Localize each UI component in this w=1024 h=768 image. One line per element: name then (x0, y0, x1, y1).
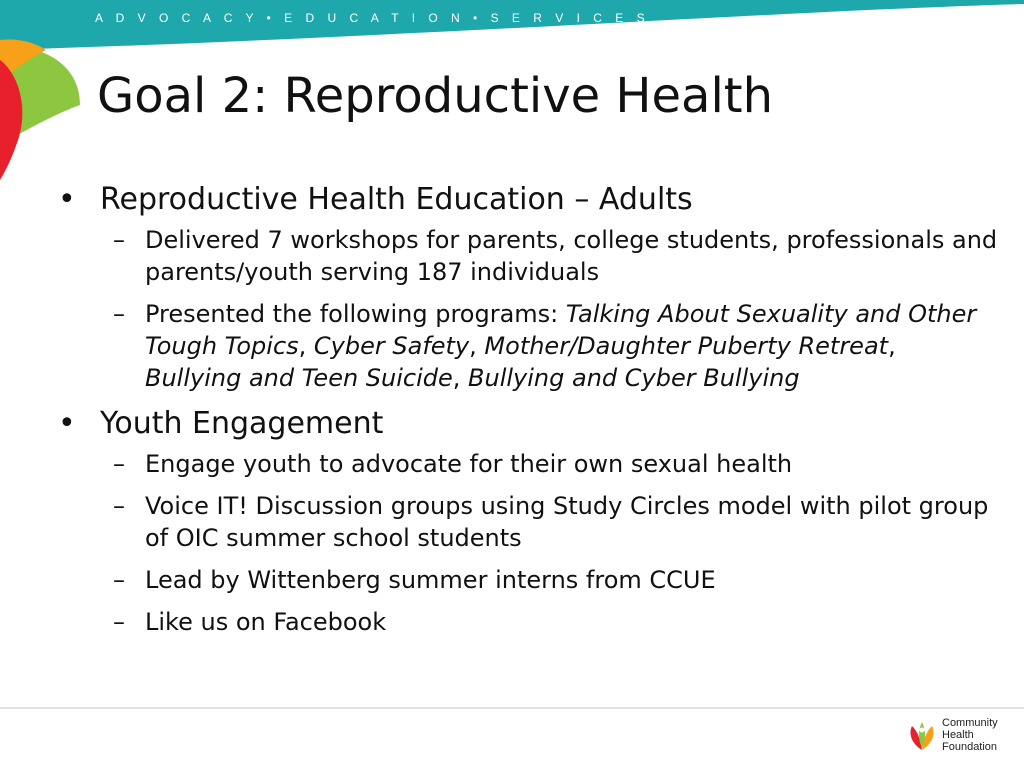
program-title: Mother/Daughter Puberty Retreat (484, 332, 889, 360)
dash-icon: – (113, 492, 125, 520)
sub-bullet-text: Lead by Wittenberg summer interns from CCUE (145, 566, 716, 594)
bullet-icon: • (58, 406, 76, 441)
dash-icon: – (113, 566, 125, 594)
dash-icon: – (113, 450, 125, 478)
dash-icon: – (113, 300, 125, 328)
program-title: Bullying and Cyber Bullying (468, 364, 800, 392)
sub-bullet-programs (58, 298, 998, 394)
section-heading: Youth Engagement (100, 406, 384, 441)
logo-line-foundation: Foundation (942, 741, 998, 753)
program-title: Bullying and Teen Suicide (145, 364, 453, 392)
foundation-logo-icon (906, 720, 938, 752)
logo-line-community: Community (942, 717, 998, 729)
logo-wordmark (942, 717, 998, 753)
sub-bullet-voice-it (58, 490, 998, 554)
section-heading: Reproductive Health Education – Adults (100, 182, 693, 217)
separator: , (469, 332, 485, 360)
sub-bullet-workshops (58, 224, 998, 288)
bullet-section-adults (58, 180, 998, 220)
header-tagline: A D V O C A C Y • E D U C A T I O N • S E R V I C E S (95, 11, 650, 25)
separator: , (298, 332, 314, 360)
bullet-icon: • (58, 182, 76, 217)
dash-icon: – (113, 226, 125, 254)
teal-banner-stripe (0, 0, 1024, 50)
dash-icon: – (113, 608, 125, 636)
sub-bullet-text: Voice IT! Discussion groups using Study Circles model with pilot group of OIC summer school students (145, 492, 989, 552)
footer-divider (0, 707, 1024, 709)
logo-line-health: Health (942, 729, 974, 741)
sub-bullet-engage (58, 448, 998, 480)
separator: , (452, 364, 469, 392)
program-title: Talking About Sexuality and Other Tough Topics (145, 300, 977, 360)
sub-bullet-interns (58, 564, 998, 596)
slide-content (58, 180, 998, 648)
separator: , (888, 332, 896, 360)
sub-bullet-facebook (58, 606, 998, 638)
bullet-section-youth (58, 404, 998, 444)
sub-bullet-text: Like us on Facebook (145, 608, 387, 636)
community-health-foundation-logo (906, 716, 1018, 756)
sub-bullet-text: Engage youth to advocate for their own sexual health (145, 450, 793, 478)
sub-bullet-text: Delivered 7 workshops for parents, college students, professionals and parents/youth serving 187 individuals (145, 226, 998, 286)
programs-intro: Presented the following programs: (145, 300, 566, 328)
program-title: Cyber Safety (313, 332, 470, 360)
slide-title: Goal 2: Reproductive Health (97, 68, 774, 124)
